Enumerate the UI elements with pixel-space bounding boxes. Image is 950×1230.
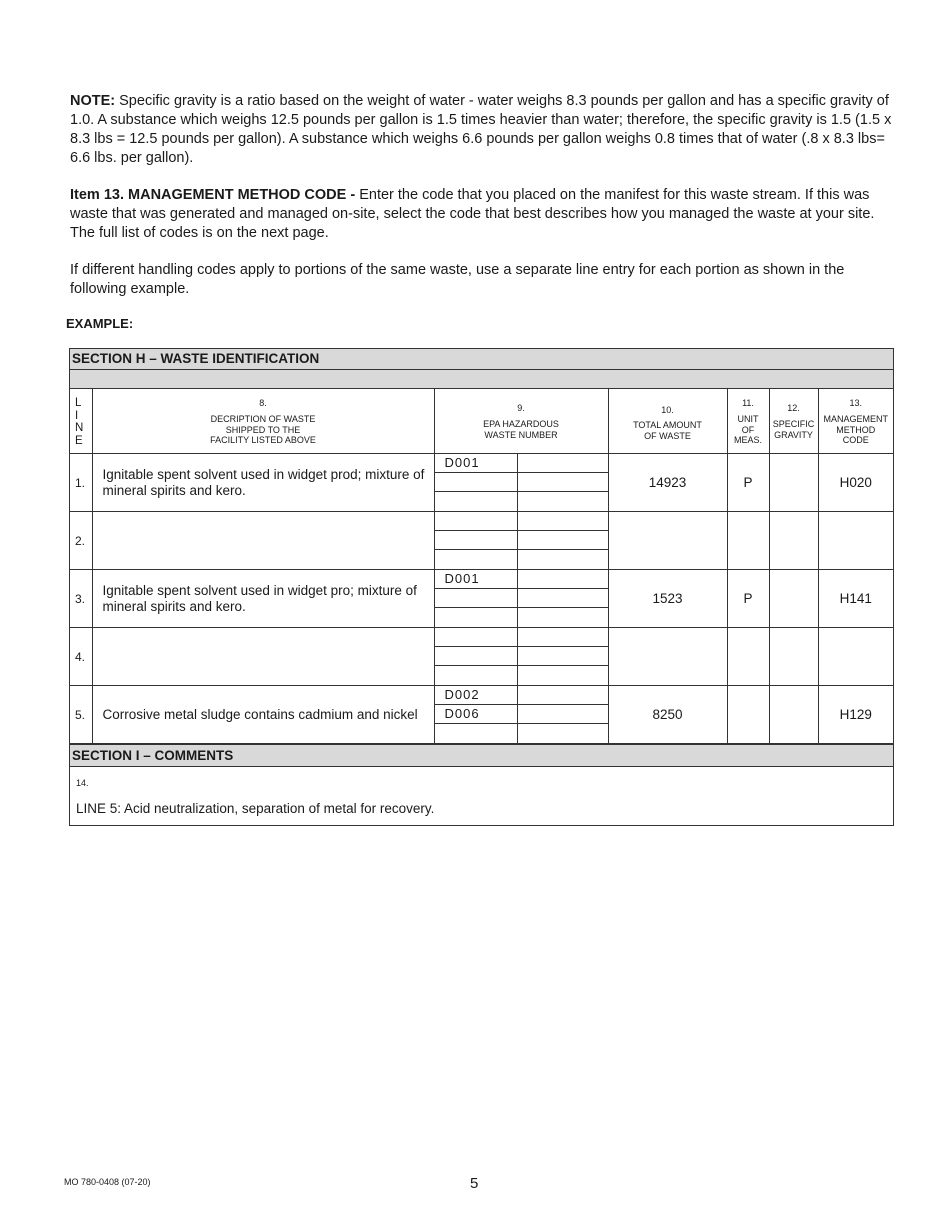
epa-number-input[interactable] — [435, 492, 518, 511]
epa-number-input[interactable]: D001 — [435, 570, 518, 589]
header-unit: 11. UNIT OF MEAS. — [727, 389, 769, 454]
specific-gravity[interactable] — [769, 570, 818, 628]
waste-identification-form — [69, 348, 894, 826]
epa-number-input[interactable] — [435, 628, 518, 647]
waste-description[interactable] — [92, 628, 434, 686]
header-method-code: 13. MANAGEMENT METHOD CODE — [818, 389, 893, 454]
total-amount[interactable]: 8250 — [608, 686, 727, 744]
waste-description[interactable]: Corrosive metal sludge contains cadmium and nickel — [92, 686, 434, 744]
unit-of-measure[interactable] — [727, 628, 769, 686]
header-epa-number: 9. EPA HAZARDOUS WASTE NUMBER — [434, 389, 608, 454]
item13-paragraph — [70, 186, 900, 243]
epa-number-input[interactable] — [518, 550, 608, 569]
waste-table — [70, 389, 893, 744]
epa-number-input[interactable] — [435, 724, 518, 743]
comments-text: LINE 5: Acid neutralization, separation of metal for recovery. — [76, 801, 435, 816]
epa-number-input[interactable] — [435, 666, 518, 685]
epa-number-input[interactable] — [518, 531, 608, 550]
comments-number: 14. — [76, 778, 89, 788]
line-number: 4. — [70, 628, 92, 686]
epa-number-input[interactable] — [518, 705, 608, 724]
epa-number-input[interactable] — [518, 608, 608, 627]
table-row — [70, 686, 893, 744]
management-method-code[interactable]: H020 — [818, 454, 893, 512]
item13-text: Enter the code that you placed on the manifest for this waste stream. If this was waste that was generated and managed on-site, select the code that best describes how you managed the waste at your site. The full list of codes is on the next page. — [70, 187, 875, 241]
header-gravity: 12. SPECIFIC GRAVITY — [769, 389, 818, 454]
unit-of-measure[interactable] — [727, 512, 769, 570]
comments-box[interactable] — [70, 767, 893, 825]
specific-gravity[interactable] — [769, 512, 818, 570]
epa-number-input[interactable] — [518, 454, 608, 473]
waste-description[interactable] — [92, 512, 434, 570]
epa-number-input[interactable] — [435, 473, 518, 492]
epa-number-input[interactable] — [518, 647, 608, 666]
epa-number-input[interactable] — [435, 589, 518, 608]
management-method-code[interactable]: H129 — [818, 686, 893, 744]
item13-label: Item 13. MANAGEMENT METHOD CODE - — [70, 187, 356, 203]
table-row — [70, 512, 893, 570]
unit-of-measure[interactable] — [727, 686, 769, 744]
epa-number-input[interactable] — [435, 512, 518, 531]
form-code: MO 780-0408 (07-20) — [64, 1177, 151, 1187]
management-method-code[interactable]: H141 — [818, 570, 893, 628]
total-amount[interactable] — [608, 512, 727, 570]
line-number: 5. — [70, 686, 92, 744]
different-codes-paragraph: If different handling codes apply to portions of the same waste, use a separate line entry for each portion as shown in the following example. — [70, 262, 845, 297]
epa-number-input[interactable] — [435, 531, 518, 550]
epa-number-input[interactable] — [435, 608, 518, 627]
line-number: 2. — [70, 512, 92, 570]
epa-number-input[interactable]: D006 — [435, 705, 518, 724]
epa-cell — [434, 628, 608, 686]
epa-cell — [434, 512, 608, 570]
section-h-spacer — [70, 370, 893, 389]
table-header-row — [70, 389, 893, 454]
specific-gravity[interactable] — [769, 628, 818, 686]
unit-of-measure[interactable]: P — [727, 570, 769, 628]
epa-cell — [434, 686, 608, 744]
management-method-code[interactable] — [818, 512, 893, 570]
line-number: 3. — [70, 570, 92, 628]
table-row — [70, 628, 893, 686]
total-amount[interactable] — [608, 628, 727, 686]
epa-number-input[interactable] — [518, 724, 608, 743]
total-amount[interactable]: 1523 — [608, 570, 727, 628]
management-method-code[interactable] — [818, 628, 893, 686]
note-text: Specific gravity is a ratio based on the weight of water - water weighs 8.3 pounds per gallon and has a specific gravity of 1.0. A substance which weighs 12.5 pounds per gallon is 1.5 times heavier than water; therefore, the specific gravity is 1.5 (1.5 x 8.3 lbs = 12.5 pounds per gallon). A substance which weighs 6.6 pounds per gallon weighs 0.8 times that of water (.8 x 8.3 lbs= 6.6 lbs. per gallon). — [70, 93, 892, 166]
epa-number-input[interactable] — [518, 570, 608, 589]
epa-number-input[interactable] — [518, 589, 608, 608]
line-number: 1. — [70, 454, 92, 512]
epa-number-input[interactable] — [435, 550, 518, 569]
epa-number-input[interactable] — [518, 666, 608, 685]
epa-number-input[interactable]: D001 — [435, 454, 518, 473]
epa-number-input[interactable] — [435, 647, 518, 666]
epa-number-input[interactable] — [518, 512, 608, 531]
epa-number-input[interactable]: D002 — [435, 686, 518, 705]
epa-cell — [434, 454, 608, 512]
note-label: NOTE: — [70, 93, 116, 109]
waste-description[interactable]: Ignitable spent solvent used in widget prod; mixture of mineral spirits and kero. — [92, 454, 434, 512]
example-label: EXAMPLE: — [66, 316, 134, 331]
section-i-title: SECTION I – COMMENTS — [70, 744, 893, 767]
section-h-title: SECTION H – WASTE IDENTIFICATION — [70, 349, 893, 370]
epa-number-input[interactable] — [518, 473, 608, 492]
epa-number-input[interactable] — [518, 628, 608, 647]
epa-number-input[interactable] — [518, 686, 608, 705]
table-row — [70, 454, 893, 512]
header-total-amount: 10. TOTAL AMOUNT OF WASTE — [608, 389, 727, 454]
header-line: L I N E — [70, 389, 92, 454]
page-number: 5 — [470, 1175, 479, 1192]
specific-gravity[interactable] — [769, 454, 818, 512]
specific-gravity[interactable] — [769, 686, 818, 744]
total-amount[interactable]: 14923 — [608, 454, 727, 512]
epa-number-input[interactable] — [518, 492, 608, 511]
waste-description[interactable]: Ignitable spent solvent used in widget pro; mixture of mineral spirits and kero. — [92, 570, 434, 628]
note-paragraph — [70, 92, 900, 168]
unit-of-measure[interactable]: P — [727, 454, 769, 512]
table-row — [70, 570, 893, 628]
epa-cell — [434, 570, 608, 628]
header-description: 8. DECRIPTION OF WASTE SHIPPED TO THE FACILITY LISTED ABOVE — [92, 389, 434, 454]
